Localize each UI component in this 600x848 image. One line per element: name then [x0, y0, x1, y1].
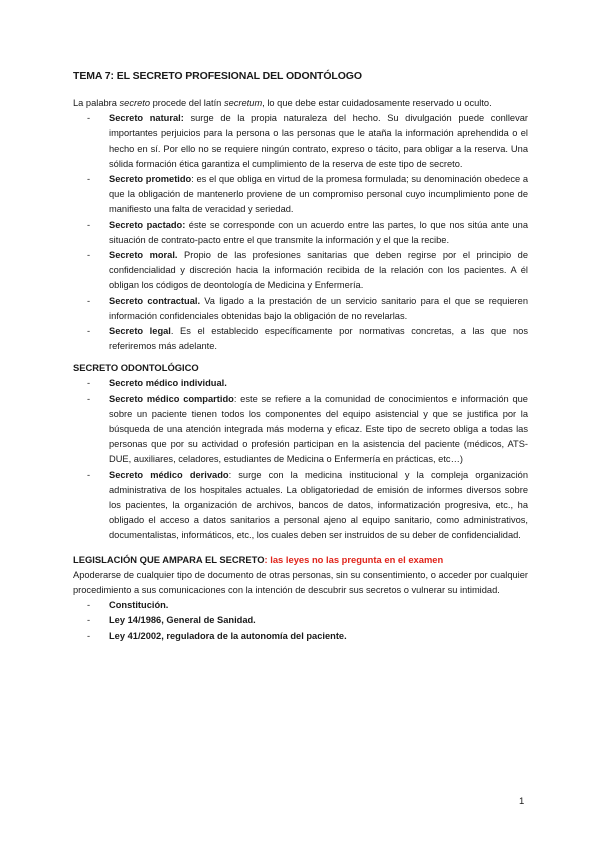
list-item: - Secreto pactado: éste se corresponde con un acuerdo entre las partes, lo que nos sitúa ante una situación de contrato-pacto entre el que transmite la información y el que la recibe. — [87, 219, 528, 245]
item-term: Secreto médico compartido — [109, 393, 234, 404]
section-heading-odontologico: SECRETO ODONTOLÓGICO — [73, 362, 199, 374]
document-page — [73, 70, 528, 644]
intro-text: La palabra — [73, 98, 120, 108]
item-text: Propio de las profesiones sanitarias que deben regirse por el principio de confidencialidad y discreción hacia la información recibida de la relación con los pacientes. A él obligan los códigos de deontología de Medicina y Enfermería. — [109, 250, 528, 291]
intro-text: procede del latín — [150, 98, 224, 108]
item-term: Secreto médico derivado — [109, 469, 229, 480]
list-item: - Constitución. — [87, 600, 169, 611]
page-title: TEMA 7: EL SECRETO PROFESIONAL DEL ODONTÓLOGO — [73, 70, 362, 82]
intro-word-secretum: secretum — [223, 98, 263, 108]
list-item: - Secreto contractual. Va ligado a la prestación de un servicio sanitario para el que se requieren información confidenciales obtenidas bajo la obligación de no revelarlas. — [87, 295, 528, 321]
item-text: surge de la propia naturaleza del hecho. Su divulgación puede conllevar importantes perjuicios para la persona o las personas que le ataña la información aprehendida o el hecho en sí. Por ello no se requiere ningún contrato, expreso o tácito, para obligar a la reserva. Una sólida formación ética garantiza el cumplimiento de la reserva de este tipo de secreto. — [109, 113, 528, 169]
item-text: . Es el establecido específicamente por normativas concretas, a las que nos referiremos más adelante. — [109, 326, 528, 352]
section-heading-legislacion — [73, 554, 528, 565]
intro-word-secreto: secreto — [119, 98, 151, 108]
item-text: : surge con la medicina institucional y la compleja organización administrativa de los hospitales actuales. La obligatoriedad de emisión de informes diversos sobre los pacientes, la organización de archivos, bancos de datos, informatización progresiva, etc., ha obligado el acceso a datos sanitarios a personal ajeno al equipo sanitario, como administrativos, documentalistas, informáticos, etc., los cuales deben ser instruidos de su deber de confidencialidad. — [109, 469, 528, 541]
page-number: 1 — [519, 796, 525, 807]
item-term: Secreto moral. — [109, 250, 178, 261]
secretos-list — [73, 111, 528, 354]
list-item: - Secreto médico derivado: surge con la medicina institucional y la compleja organización administrativa de los hospitales actuales. La obligatoriedad de emisión de informes diversos sobre los pacientes, la organización de archivos, bancos de datos, informatización progresiva, etc., ha obligado el acceso a datos sanitarios a personal ajeno al equipo sanitario, como administrativos, documentalistas, informáticos, etc., los cuales deben ser instruidos de su deber de confidencialidad. — [87, 469, 528, 541]
odonto-list — [73, 376, 528, 543]
item-text: : este se refiere a la comunidad de conocimientos e información que sobre un paciente tienen todos los componentes del equipo asistencial y que se justifica por la búsqueda de una atención integrada más moderna y eficaz. Este tipo de secreto obliga a todas las personas que por su actividad o profesión participan en la asistencia del paciente (médicos, ATS-DUE, auxiliares, celadores, estudiantes de Medicina o Enfermería en prácticas, etc…) — [109, 393, 528, 465]
item-term: Secreto médico individual. — [109, 378, 227, 389]
item-term: Secreto natural: — [109, 113, 184, 124]
leyes-list — [73, 598, 528, 644]
item-term: Secreto pactado: — [109, 219, 186, 230]
item-text: éste se corresponde con un acuerdo entre las partes, lo que nos sitúa ante una situación de contrato-pacto entre el que transmite la información y el que la recibe. — [109, 219, 528, 245]
item-term: Secreto prometido — [109, 174, 192, 185]
item-term: Ley 14/1986 — [109, 615, 162, 626]
item-text: , reguladora de la autonomía del paciente. — [161, 630, 347, 641]
item-text: , General de Sanidad. — [161, 615, 256, 626]
item-term: Constitución. — [109, 600, 169, 611]
list-item: - Secreto prometido: es el que obliga en virtud de la promesa formulada; su denominación obedece a que la obligación de mantenerlo proviene de un compromiso personal cuyo incumplimiento pone de manifiesto una falta de veracidad y seriedad. — [87, 174, 528, 215]
item-term: Ley 41/2002 — [109, 630, 162, 641]
intro-paragraph — [73, 96, 528, 111]
item-text: Va ligado a la prestación de un servicio sanitario para el que se requieren información confidenciales obtenidas bajo la obligación de no revelarlas. — [109, 295, 528, 321]
list-item: - Secreto legal. Es el establecido específicamente por normativas concretas, a las que nos referiremos más adelante. — [87, 326, 528, 352]
list-item: - Secreto natural: surge de la propia naturaleza del hecho. Su divulgación puede conllevar importantes perjuicios para la persona o las personas que le ataña la información aprehendida o el hecho en sí. Por ello no se requiere ningún contrato, expreso o tácito, para obligar a la reserva. Una sólida formación ética garantiza el cumplimiento de la reserva de este tipo de secreto. — [87, 113, 528, 169]
intro-text: , lo que debe estar cuidadosamente reservado u oculto. — [262, 98, 492, 108]
list-item: - Secreto médico compartido: este se refiere a la comunidad de conocimientos e información que sobre un paciente tienen todos los componentes del equipo asistencial y que se justifica por la búsqueda de una atención integrada más moderna y eficaz. Este tipo de secreto obliga a todas las personas que por su actividad o profesión participan en la asistencia del paciente (médicos, ATS-DUE, auxiliares, celadores, estudiantes de Medicina o Enfermería en prácticas, etc…) — [87, 393, 528, 465]
list-item: - Ley 14/1986, General de Sanidad. — [87, 615, 256, 626]
item-term: Secreto contractual. — [109, 295, 201, 306]
list-item: - Secreto médico individual. — [87, 378, 227, 389]
list-item: - Secreto moral. Propio de las profesiones sanitarias que deben regirse por el principio de confidencialidad y discreción hacia la información recibida de la relación con los pacientes. A él obligan los códigos de deontología de Medicina y Enfermería. — [87, 250, 528, 291]
legislacion-paragraph: Apoderarse de cualquier tipo de documento de otras personas, sin su consentimiento, o acceder por cualquier procedimiento a sus comunicaciones con la intención de descubrir sus secretos o vulnerar su intimidad. — [73, 569, 528, 595]
list-item: - Ley 41/2002, reguladora de la autonomía del paciente. — [87, 630, 347, 641]
item-text: : es el que obliga en virtud de la promesa formulada; su denominación obedece a que la obligación de mantenerlo proviene de un compromiso personal cuyo incumplimiento pone de manifiesto una falta de veracidad y seriedad. — [109, 174, 528, 215]
exam-note: : las leyes no las pregunta en el examen — [264, 553, 444, 565]
legislacion-title: LEGISLACIÓN QUE AMPARA EL SECRETO — [73, 553, 265, 565]
item-term: Secreto legal — [109, 326, 171, 337]
